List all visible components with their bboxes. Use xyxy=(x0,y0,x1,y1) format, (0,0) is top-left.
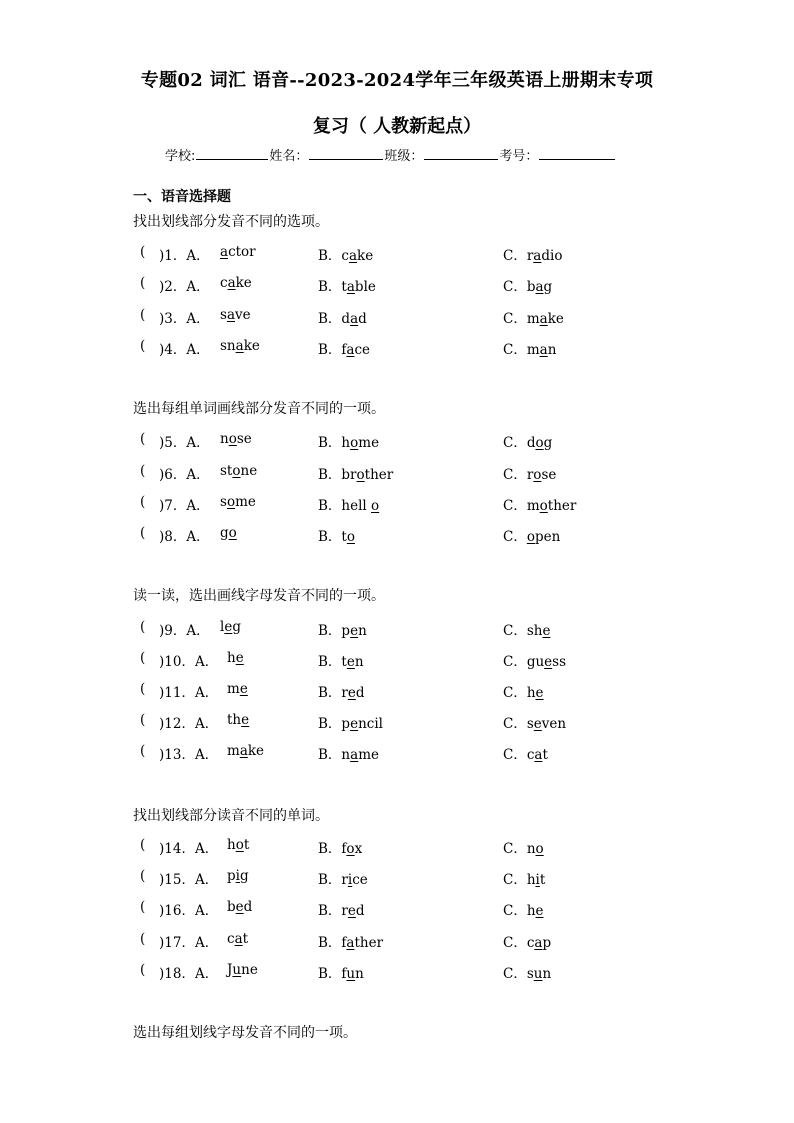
option-c[interactable] xyxy=(503,931,551,951)
option-text: ven xyxy=(541,716,567,732)
option-text: B．t xyxy=(318,279,347,295)
group-instruction: 找出划线部分发音不同的选项。 xyxy=(133,214,329,230)
underlined-letter: a xyxy=(234,931,243,947)
question-number: )4．A． xyxy=(159,342,210,358)
option-c[interactable] xyxy=(503,712,566,732)
option-c[interactable] xyxy=(503,743,548,763)
option-a[interactable] xyxy=(227,899,252,915)
question-row xyxy=(140,712,720,732)
underlined-letter: e xyxy=(224,619,233,635)
option-text: ne xyxy=(241,962,258,978)
option-text: d xyxy=(243,899,253,915)
class-label: 班级： xyxy=(384,149,424,164)
option-b[interactable] xyxy=(318,837,362,857)
answer-paren[interactable]: ( xyxy=(140,307,146,323)
option-text: se xyxy=(541,467,557,483)
option-text: B．h xyxy=(318,435,351,451)
question-number: )2．A． xyxy=(159,279,210,295)
question-row xyxy=(140,868,720,888)
answer-paren[interactable]: ( xyxy=(140,712,146,728)
option-text: ce xyxy=(352,872,368,888)
option-text: g xyxy=(543,435,553,451)
option-text: B．f xyxy=(318,935,347,951)
question-number: )17．A． xyxy=(159,935,219,951)
option-text: C．r xyxy=(503,467,534,483)
option-text: B．p xyxy=(318,623,351,639)
option-c[interactable] xyxy=(503,681,544,701)
question-number: )8．A． xyxy=(159,529,210,545)
option-c[interactable] xyxy=(503,868,545,888)
option-text: B．f xyxy=(318,841,347,857)
underlined-letter: a xyxy=(346,279,355,295)
option-c[interactable] xyxy=(503,899,544,919)
answer-paren[interactable]: ( xyxy=(140,650,146,666)
option-text: C．s xyxy=(503,966,534,982)
underlined-letter: e xyxy=(350,716,359,732)
option-a[interactable] xyxy=(227,931,248,947)
underlined-letter: e xyxy=(544,654,553,670)
option-b[interactable] xyxy=(318,931,383,951)
option-text: t xyxy=(242,931,249,947)
option-b[interactable] xyxy=(318,619,367,639)
option-text: n xyxy=(542,966,552,982)
answer-paren[interactable]: ( xyxy=(140,494,146,510)
option-text: b xyxy=(227,899,236,915)
option-text: me xyxy=(358,435,380,451)
student-info-line xyxy=(165,145,616,164)
question-number: )11．A． xyxy=(159,685,219,701)
option-text: g xyxy=(543,279,553,295)
page-title: 专题02 词汇 语音--2023-2024学年三年级英语上册期末专项 xyxy=(140,70,654,91)
option-text: C． xyxy=(503,529,527,545)
underlined-letter: a xyxy=(239,743,248,759)
option-text: B．br xyxy=(318,467,357,483)
underlined-letter: e xyxy=(235,650,244,666)
option-c[interactable] xyxy=(503,275,552,295)
underlined-letter: o xyxy=(371,498,380,514)
option-text: me xyxy=(358,747,379,763)
question-number: )18．A． xyxy=(159,966,219,982)
answer-paren[interactable]: ( xyxy=(140,837,146,853)
answer-paren[interactable]: ( xyxy=(140,619,146,635)
option-text: B．hell xyxy=(318,498,372,514)
option-a[interactable] xyxy=(220,494,256,510)
option-b[interactable] xyxy=(318,307,367,327)
option-text: ss xyxy=(552,654,567,670)
option-b[interactable] xyxy=(318,494,379,514)
group-instruction: 读一读，选出画线字母发音不同的一项。 xyxy=(133,588,385,604)
option-b[interactable] xyxy=(318,525,355,545)
option-b[interactable] xyxy=(318,338,370,358)
option-text: st xyxy=(220,463,233,479)
underlined-letter: o xyxy=(533,467,542,483)
option-text: C．c xyxy=(503,935,535,951)
option-text: ve xyxy=(235,307,251,323)
option-text: me xyxy=(235,494,256,510)
question-row xyxy=(140,494,720,514)
underlined-letter: a xyxy=(348,248,358,264)
underlined-letter: e xyxy=(535,685,544,701)
underlined-letter: a xyxy=(226,307,235,323)
underlined-letter: o xyxy=(356,467,365,483)
answer-paren[interactable]: ( xyxy=(140,899,146,915)
underlined-letter: a xyxy=(227,275,236,291)
question-row xyxy=(140,837,720,857)
group-instruction: 选出每组划线字母发音不同的一项。 xyxy=(133,1025,357,1041)
school-blank[interactable] xyxy=(196,147,268,160)
underlined-letter: e xyxy=(241,712,250,728)
option-c[interactable] xyxy=(503,962,551,982)
question-number: )15．A． xyxy=(159,872,219,888)
option-text: ne xyxy=(240,463,258,479)
class-blank[interactable] xyxy=(424,147,498,160)
option-a[interactable] xyxy=(227,743,264,759)
option-text: th xyxy=(227,712,242,728)
underlined-letter: i xyxy=(347,872,353,888)
option-text: B．n xyxy=(318,747,351,763)
underlined-letter: o xyxy=(228,525,237,541)
name-blank[interactable] xyxy=(309,147,383,160)
underlined-letter: i xyxy=(535,872,540,888)
option-text: B．d xyxy=(318,311,351,327)
option-text: x xyxy=(354,841,363,857)
option-c[interactable] xyxy=(503,307,564,327)
option-text: g xyxy=(232,619,241,635)
option-text: se xyxy=(236,431,252,447)
option-text: n xyxy=(547,342,557,358)
underlined-letter: e xyxy=(535,903,544,919)
option-text: C．b xyxy=(503,279,536,295)
option-text: B．f xyxy=(318,966,347,982)
option-text: C．m xyxy=(503,311,540,327)
underlined-letter: a xyxy=(346,935,355,951)
option-text: ke xyxy=(247,743,265,759)
underlined-letter: o xyxy=(539,498,548,514)
underlined-letter: o xyxy=(350,435,359,451)
option-text: ble xyxy=(354,279,376,295)
option-a[interactable] xyxy=(227,837,249,853)
name-label: 姓名： xyxy=(269,149,309,164)
option-text: p xyxy=(542,935,552,951)
option-text: n xyxy=(358,623,367,639)
answer-paren[interactable]: ( xyxy=(140,743,146,759)
question-number: )16．A． xyxy=(159,903,219,919)
school-label: 学校: xyxy=(165,149,196,164)
option-b[interactable] xyxy=(318,681,365,701)
option-text: C．r xyxy=(503,248,534,264)
question-number: )7．A． xyxy=(159,498,210,514)
option-a[interactable] xyxy=(227,712,249,728)
option-text: B．p xyxy=(318,716,351,732)
answer-paren[interactable]: ( xyxy=(140,525,146,541)
underlined-letter: o xyxy=(535,841,544,857)
question-row xyxy=(140,899,720,919)
option-text: B．t xyxy=(318,654,347,670)
option-a[interactable] xyxy=(227,650,244,666)
option-b[interactable] xyxy=(318,743,379,763)
option-a[interactable] xyxy=(227,681,248,697)
question-number: )14．A． xyxy=(159,841,219,857)
option-text: ther xyxy=(364,467,394,483)
underlined-letter: u xyxy=(232,962,242,978)
option-text: ke xyxy=(547,311,564,327)
option-text: n xyxy=(354,654,364,670)
option-text: B．r xyxy=(318,685,348,701)
option-a[interactable] xyxy=(227,868,249,884)
option-text: ther xyxy=(354,935,384,951)
option-text: C．m xyxy=(503,342,540,358)
option-text: n xyxy=(220,431,229,447)
option-text: B．c xyxy=(318,248,349,264)
option-text: ther xyxy=(547,498,577,514)
underlined-letter: u xyxy=(533,966,543,982)
option-c[interactable] xyxy=(503,338,556,358)
option-text: d xyxy=(358,311,367,327)
option-a[interactable] xyxy=(220,463,257,479)
group-instruction: 选出每组单词画线部分发音不同的一项。 xyxy=(133,401,385,417)
option-c[interactable] xyxy=(503,494,576,514)
option-text: p xyxy=(227,868,236,884)
underlined-letter: a xyxy=(539,342,548,358)
question-number: )1．A． xyxy=(159,248,210,264)
option-b[interactable] xyxy=(318,899,365,919)
option-text: ke xyxy=(243,338,260,354)
option-a[interactable] xyxy=(220,431,252,447)
option-text: B．f xyxy=(318,342,347,358)
question-number: )10．A． xyxy=(159,654,219,670)
question-number: )3．A． xyxy=(159,311,210,327)
underlined-letter: a xyxy=(235,338,244,354)
section-title: 一、语音选择题 xyxy=(133,189,231,205)
option-text: l xyxy=(220,619,225,635)
underlined-letter: a xyxy=(534,747,543,763)
option-text: J xyxy=(227,962,233,978)
answer-paren[interactable]: ( xyxy=(140,431,146,447)
option-text: h xyxy=(227,650,236,666)
option-text: ncil xyxy=(358,716,383,732)
option-a[interactable] xyxy=(220,275,252,291)
option-text: ctor xyxy=(228,244,256,260)
underlined-letter: a xyxy=(220,244,229,260)
option-text: C．h xyxy=(503,685,536,701)
underlined-letter: e xyxy=(346,654,355,670)
answer-paren[interactable]: ( xyxy=(140,962,146,978)
option-a[interactable] xyxy=(227,962,258,978)
underlined-letter: e xyxy=(235,899,244,915)
option-text: B．r xyxy=(318,903,348,919)
page-subtitle: 复习（ 人教新起点） xyxy=(312,116,482,137)
option-text: d xyxy=(355,685,365,701)
option-text: c xyxy=(220,275,228,291)
answer-paren[interactable]: ( xyxy=(140,338,146,354)
answer-paren[interactable]: ( xyxy=(140,463,146,479)
option-text: C．d xyxy=(503,435,536,451)
question-number: )5．A． xyxy=(159,435,210,451)
option-text: g xyxy=(239,868,249,884)
option-text: C．c xyxy=(503,747,535,763)
question-row xyxy=(140,962,720,982)
underlined-letter: o xyxy=(526,529,535,545)
option-c[interactable] xyxy=(503,463,556,483)
question-number: )6．A． xyxy=(159,467,210,483)
option-text: pen xyxy=(534,529,561,545)
underlined-letter: a xyxy=(534,935,543,951)
question-row xyxy=(140,619,720,639)
option-a[interactable] xyxy=(220,525,237,541)
question-row xyxy=(140,743,720,763)
option-text: B．r xyxy=(318,872,348,888)
option-c[interactable] xyxy=(503,837,544,857)
option-a[interactable] xyxy=(220,307,251,323)
question-number: )9．A． xyxy=(159,623,210,639)
option-text: m xyxy=(227,743,240,759)
underlined-letter: o xyxy=(232,463,241,479)
option-b[interactable] xyxy=(318,650,364,670)
underlined-letter: e xyxy=(239,681,248,697)
option-text: ke xyxy=(357,248,374,264)
underlined-letter: u xyxy=(346,966,356,982)
underlined-letter: e xyxy=(542,623,551,639)
question-row xyxy=(140,431,720,451)
underlined-letter: a xyxy=(535,279,544,295)
group-instruction: 找出划线部分读音不同的单词。 xyxy=(133,808,329,824)
underlined-letter: a xyxy=(539,311,548,327)
option-text: C．h xyxy=(503,872,536,888)
option-b[interactable] xyxy=(318,431,379,451)
answer-paren[interactable]: ( xyxy=(140,868,146,884)
answer-paren[interactable]: ( xyxy=(140,931,146,947)
underlined-letter: o xyxy=(235,837,244,853)
underlined-letter: a xyxy=(346,342,355,358)
answer-paren[interactable]: ( xyxy=(140,275,146,291)
underlined-letter: o xyxy=(535,435,544,451)
option-b[interactable] xyxy=(318,868,368,888)
question-row xyxy=(140,681,720,701)
option-text: s xyxy=(220,494,227,510)
option-b[interactable] xyxy=(318,244,373,264)
option-text: C．m xyxy=(503,498,540,514)
question-number: )13．A． xyxy=(159,747,219,763)
option-text: g xyxy=(220,525,229,541)
option-text: t xyxy=(539,872,546,888)
question-row xyxy=(140,463,720,483)
option-text: sn xyxy=(220,338,236,354)
underlined-letter: e xyxy=(347,903,356,919)
question-row xyxy=(140,650,720,670)
option-text: n xyxy=(355,966,364,982)
option-c[interactable] xyxy=(503,525,560,545)
option-a[interactable] xyxy=(220,338,260,354)
question-row xyxy=(140,525,720,545)
option-text: C．gu xyxy=(503,654,545,670)
underlined-letter: e xyxy=(350,623,359,639)
option-c[interactable] xyxy=(503,650,566,670)
underlined-letter: o xyxy=(346,841,355,857)
question-row xyxy=(140,338,720,358)
option-a[interactable] xyxy=(220,619,241,635)
option-c[interactable] xyxy=(503,431,552,451)
underlined-letter: o xyxy=(226,494,236,510)
option-text: t xyxy=(243,837,250,853)
option-c[interactable] xyxy=(503,244,562,264)
underlined-letter: o xyxy=(346,529,355,545)
question-row xyxy=(140,275,720,295)
option-text: C．s xyxy=(503,716,534,732)
option-b[interactable] xyxy=(318,712,383,732)
underlined-letter: a xyxy=(350,747,359,763)
answer-paren[interactable]: ( xyxy=(140,681,146,697)
underlined-letter: i xyxy=(235,868,240,884)
option-text: B．t xyxy=(318,529,347,545)
question-row xyxy=(140,307,720,327)
option-text: C．n xyxy=(503,841,536,857)
option-a[interactable] xyxy=(220,244,256,260)
option-text: d xyxy=(355,903,365,919)
option-b[interactable] xyxy=(318,463,393,483)
option-text: dio xyxy=(541,248,563,264)
option-text: s xyxy=(220,307,227,323)
answer-paren[interactable]: ( xyxy=(140,244,146,260)
exam-number-label: 考号： xyxy=(499,149,539,164)
option-text: m xyxy=(227,681,240,697)
option-b[interactable] xyxy=(318,962,364,982)
underlined-letter: a xyxy=(533,248,542,264)
underlined-letter: e xyxy=(347,685,356,701)
option-text: C．sh xyxy=(503,623,543,639)
option-text: C．h xyxy=(503,903,536,919)
underlined-letter: e xyxy=(533,716,542,732)
option-text: t xyxy=(542,747,548,763)
exam-number-blank[interactable] xyxy=(539,147,615,160)
option-b[interactable] xyxy=(318,275,376,295)
option-text: ke xyxy=(235,275,252,291)
option-text: h xyxy=(227,837,236,853)
option-c[interactable] xyxy=(503,619,550,639)
option-text: c xyxy=(227,931,235,947)
option-text: ce xyxy=(354,342,371,358)
question-row xyxy=(140,244,720,264)
question-number: )12．A． xyxy=(159,716,219,732)
question-row xyxy=(140,931,720,951)
underlined-letter: o xyxy=(228,431,237,447)
underlined-letter: a xyxy=(350,311,359,327)
